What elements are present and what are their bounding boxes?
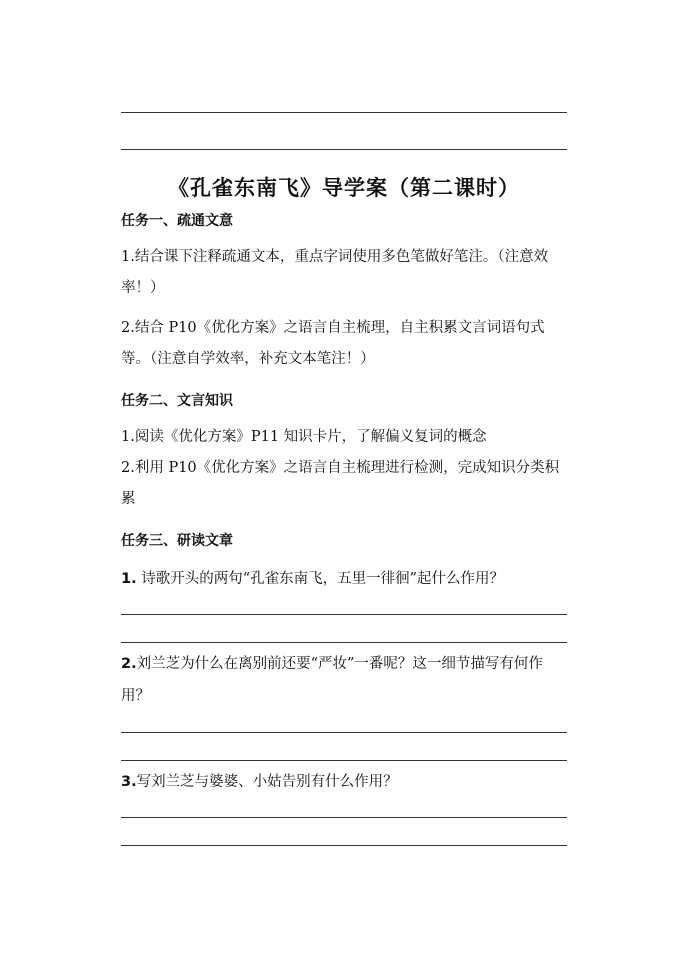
question-2 <box>121 648 571 712</box>
answer-line-q1-1 <box>121 614 567 615</box>
task-1-heading: 任务一、疏通文意 <box>121 213 233 229</box>
question-2-number: 2. <box>121 656 137 672</box>
answer-line-q2-2 <box>121 760 567 761</box>
question-2-text: 刘兰芝为什么在离别前还要“严妆”一番呢？这一细节描写有何作用？ <box>121 656 543 704</box>
task-3-heading: 任务三、研读文章 <box>121 533 233 549</box>
question-3-text: 写刘兰芝与婆婆、小姑告别有什么作用？ <box>136 774 398 790</box>
question-1-number: 1. <box>121 571 137 587</box>
task-2-heading: 任务二、文言知识 <box>121 393 233 409</box>
task-1-item-1: 1.结合课下注释疏通文本，重点字词使用多色笔做好笔注。（注意效率！） <box>121 249 549 296</box>
question-1 <box>121 563 571 595</box>
top-blank-line-2 <box>121 149 567 150</box>
task-2-item-1: 1.阅读《优化方案》P11 知识卡片，了解偏义复词的概念 <box>121 429 487 445</box>
answer-line-q3-2 <box>121 845 567 846</box>
question-3-number: 3. <box>121 774 137 790</box>
answer-line-q2-1 <box>121 732 567 733</box>
question-3 <box>121 766 571 798</box>
task-2-item-2: 2.利用 P10《优化方案》之语言自主梳理进行检测，完成知识分类积累 <box>121 460 560 507</box>
answer-line-q1-2 <box>121 642 567 643</box>
task-1-item-2: 2.结合 P10《优化方案》之语言自主梳理，自主积累文言词语句式等。（注意自学效率，补充文本笔注！） <box>121 320 545 367</box>
top-blank-line-1 <box>121 112 567 113</box>
document-title: 《孔雀东南飞》导学案（第二课时） <box>168 176 520 200</box>
question-1-text: 诗歌开头的两句“孔雀东南飞，五里一徘徊”起什么作用？ <box>136 571 505 587</box>
answer-line-q3-1 <box>121 817 567 818</box>
